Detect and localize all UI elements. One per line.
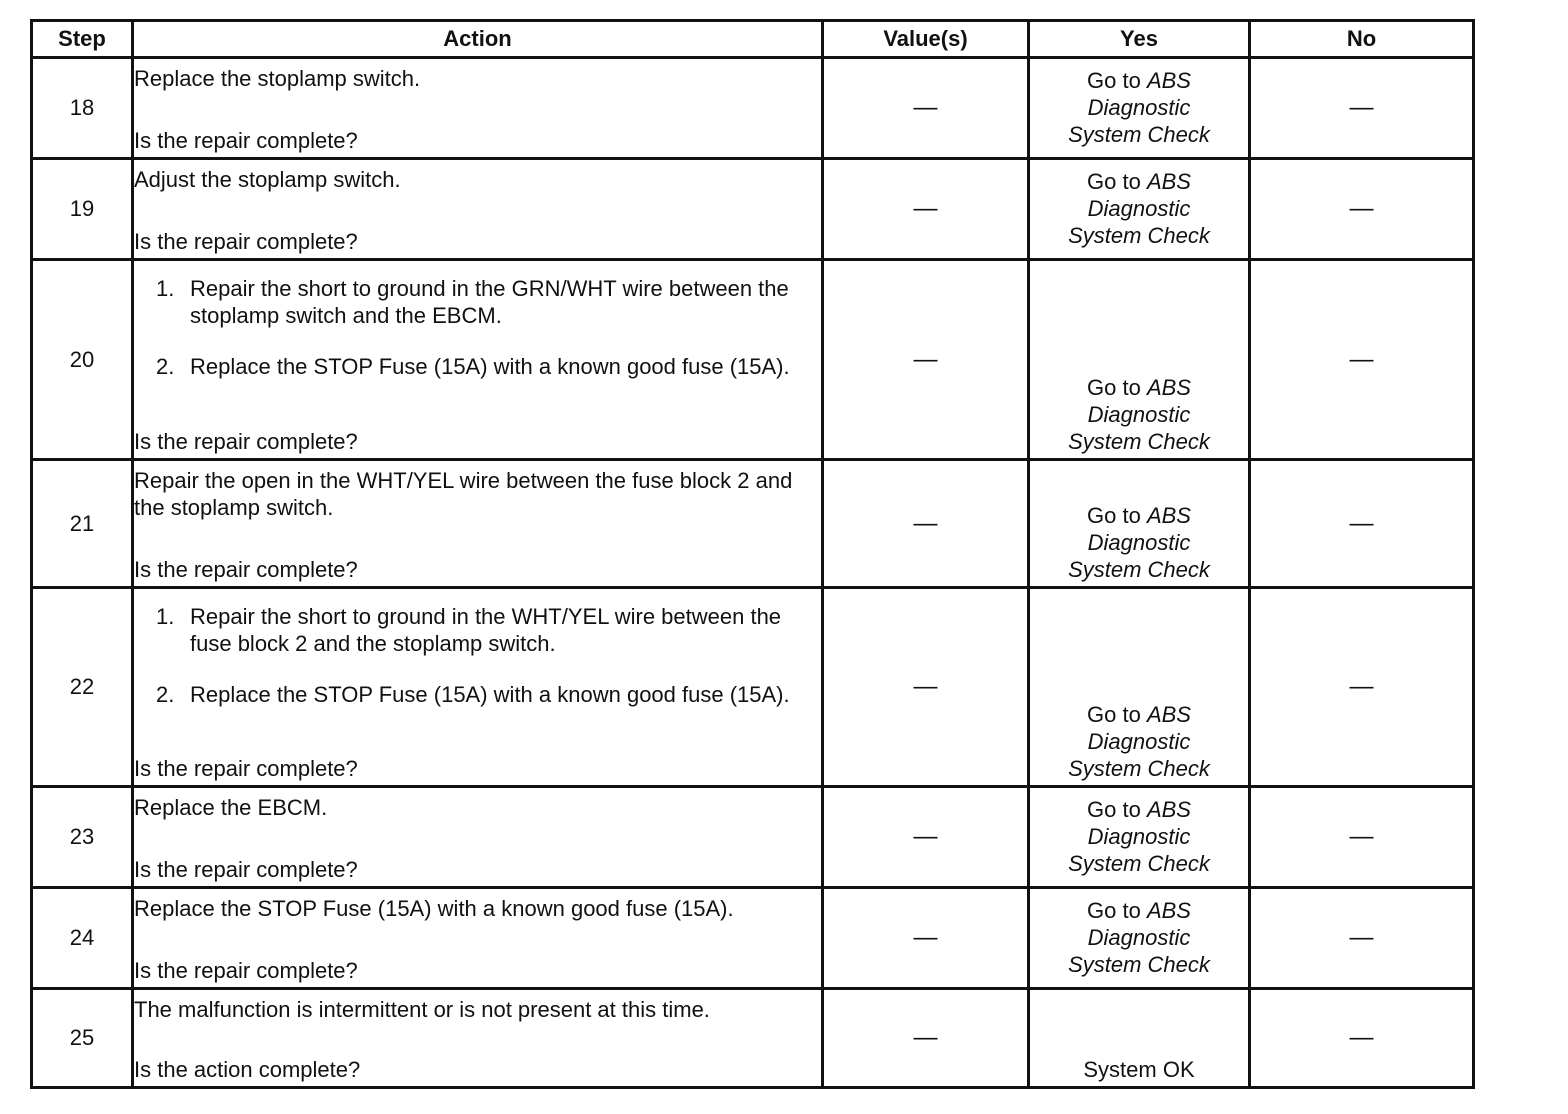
- header-row: [32, 21, 1474, 58]
- step-number: 24: [32, 888, 133, 989]
- yes-cell: [1029, 260, 1250, 460]
- yes-diagnostic: Diagnostic: [1087, 924, 1191, 950]
- no-cell: —: [1250, 58, 1474, 159]
- action-cell: [133, 260, 823, 460]
- action-text: The malfunction is intermittent or is not present at this time.: [134, 996, 710, 1022]
- action-question: Is the repair complete?: [134, 856, 358, 882]
- yes-system-check: System Check: [1068, 556, 1210, 582]
- header-step: Step: [32, 21, 133, 58]
- value-cell: —: [823, 787, 1029, 888]
- yes-system-check: System Check: [1068, 951, 1210, 977]
- yes-diagnostic: Diagnostic: [1087, 823, 1191, 849]
- value-cell: —: [823, 460, 1029, 588]
- table-row: [32, 58, 1474, 159]
- yes-abs: ABS: [1146, 502, 1191, 528]
- header-values: Value(s): [823, 21, 1029, 58]
- yes-cell: [1029, 588, 1250, 787]
- item-number: 2.: [156, 353, 175, 379]
- action-text: Repair the open in the WHT/YEL wire between the fuse block 2 and the stoplamp switch.: [134, 467, 793, 520]
- yes-goto: Go to: [1087, 168, 1147, 194]
- table-row: [32, 888, 1474, 989]
- no-cell: —: [1250, 460, 1474, 588]
- diagnostic-table: [30, 19, 1475, 1089]
- action-question: Is the action complete?: [134, 1056, 361, 1082]
- yes-goto: Go to: [1087, 897, 1147, 923]
- yes-goto: Go to: [1087, 374, 1147, 400]
- yes-abs: ABS: [1146, 897, 1191, 923]
- action-cell: [133, 787, 823, 888]
- item-text: Repair the short to ground in the WHT/YEL wire between the fuse block 2 and the stoplamp switch.: [190, 603, 782, 656]
- value-cell: —: [823, 260, 1029, 460]
- action-text: Replace the EBCM.: [134, 794, 328, 820]
- yes-diagnostic: Diagnostic: [1087, 195, 1191, 221]
- yes-abs: ABS: [1146, 168, 1191, 194]
- action-question: Is the repair complete?: [134, 755, 358, 781]
- yes-abs: ABS: [1146, 374, 1191, 400]
- table-row: [32, 588, 1474, 787]
- yes-diagnostic: Diagnostic: [1087, 529, 1191, 555]
- yes-system-check: System Check: [1068, 850, 1210, 876]
- yes-system-ok: System OK: [1083, 1056, 1195, 1082]
- yes-goto: Go to: [1087, 701, 1147, 727]
- action-question: Is the repair complete?: [134, 957, 358, 983]
- no-cell: —: [1250, 588, 1474, 787]
- yes-cell: [1029, 989, 1250, 1088]
- action-step-item: [156, 681, 821, 708]
- step-number: 18: [32, 58, 133, 159]
- yes-goto: Go to: [1087, 67, 1147, 93]
- table-row: [32, 787, 1474, 888]
- header-no: No: [1250, 21, 1474, 58]
- value-cell: —: [823, 989, 1029, 1088]
- action-text: Adjust the stoplamp switch.: [134, 166, 401, 192]
- yes-diagnostic: Diagnostic: [1087, 94, 1191, 120]
- no-cell: —: [1250, 888, 1474, 989]
- yes-goto: Go to: [1087, 502, 1147, 528]
- action-cell: [133, 159, 823, 260]
- yes-abs: ABS: [1146, 67, 1191, 93]
- table-row: [32, 159, 1474, 260]
- action-step-item: [156, 353, 821, 380]
- step-number: 25: [32, 989, 133, 1088]
- yes-abs: ABS: [1146, 796, 1191, 822]
- value-cell: —: [823, 888, 1029, 989]
- yes-cell: [1029, 159, 1250, 260]
- no-cell: —: [1250, 989, 1474, 1088]
- value-cell: —: [823, 159, 1029, 260]
- action-text: Replace the STOP Fuse (15A) with a known good fuse (15A).: [134, 895, 734, 921]
- yes-cell: [1029, 787, 1250, 888]
- value-cell: —: [823, 58, 1029, 159]
- yes-system-check: System Check: [1068, 121, 1210, 147]
- value-cell: —: [823, 588, 1029, 787]
- yes-system-check: System Check: [1068, 755, 1210, 781]
- action-cell: [133, 58, 823, 159]
- action-question: Is the repair complete?: [134, 556, 358, 582]
- item-text: Replace the STOP Fuse (15A) with a known good fuse (15A).: [190, 681, 790, 707]
- header-yes: Yes: [1029, 21, 1250, 58]
- yes-diagnostic: Diagnostic: [1087, 401, 1191, 427]
- table-row: [32, 260, 1474, 460]
- action-cell: [133, 588, 823, 787]
- action-cell: [133, 888, 823, 989]
- action-cell: [133, 989, 823, 1088]
- table-row: [32, 460, 1474, 588]
- action-question: Is the repair complete?: [134, 428, 358, 454]
- no-cell: —: [1250, 159, 1474, 260]
- action-step-item: [156, 275, 821, 329]
- yes-system-check: System Check: [1068, 222, 1210, 248]
- no-cell: —: [1250, 260, 1474, 460]
- action-cell: [133, 460, 823, 588]
- step-number: 19: [32, 159, 133, 260]
- yes-abs: ABS: [1146, 701, 1191, 727]
- item-number: 2.: [156, 681, 175, 707]
- step-number: 20: [32, 260, 133, 460]
- step-number: 21: [32, 460, 133, 588]
- header-action: Action: [133, 21, 823, 58]
- action-step-item: [156, 603, 821, 657]
- action-question: Is the repair complete?: [134, 228, 358, 254]
- yes-cell: [1029, 58, 1250, 159]
- yes-goto: Go to: [1087, 796, 1147, 822]
- yes-system-check: System Check: [1068, 428, 1210, 454]
- item-text: Repair the short to ground in the GRN/WHT wire between the stoplamp switch and the EBCM.: [190, 275, 789, 328]
- yes-cell: [1029, 460, 1250, 588]
- action-question: Is the repair complete?: [134, 127, 358, 153]
- yes-cell: [1029, 888, 1250, 989]
- item-number: 1.: [156, 603, 175, 629]
- item-number: 1.: [156, 275, 175, 301]
- yes-diagnostic: Diagnostic: [1087, 728, 1191, 754]
- item-text: Replace the STOP Fuse (15A) with a known good fuse (15A).: [190, 353, 790, 379]
- table-row: [32, 989, 1474, 1088]
- step-number: 23: [32, 787, 133, 888]
- no-cell: —: [1250, 787, 1474, 888]
- action-text: Replace the stoplamp switch.: [134, 65, 421, 91]
- step-number: 22: [32, 588, 133, 787]
